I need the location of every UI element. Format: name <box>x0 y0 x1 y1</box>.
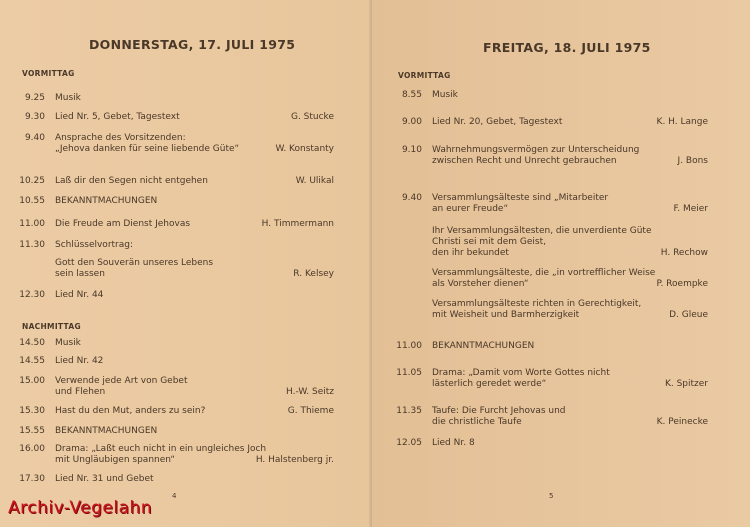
entry-topic: den ihr bekundet <box>432 248 509 258</box>
schedule-entry <box>372 438 750 449</box>
entry-speaker: W. Ulikal <box>295 176 334 186</box>
entry-topic: Musik <box>55 338 81 348</box>
entry-topic: Lied Nr. 31 und Gebet <box>55 474 154 484</box>
schedule-entry <box>0 290 372 301</box>
left-page <box>0 0 372 527</box>
entry-topic: Versammlungsälteste richten in Gerechtigkeit, <box>432 299 642 309</box>
entry-speaker: G. Stucke <box>290 112 334 122</box>
entry-topic: mit Weisheit und Barmherzigkeit <box>432 310 580 320</box>
entry-time: 11.00 <box>19 219 45 229</box>
entry-topic: Versammlungsälteste, die „in vortrefflicher Weise <box>432 268 656 278</box>
entry-topic: Christi sei mit dem Geist, <box>432 237 546 247</box>
entry-speaker: H. Rechow <box>660 248 708 258</box>
entry-topic: Lied Nr. 5, Gebet, Tagestext <box>55 112 180 122</box>
entry-speaker: F. Meier <box>673 204 708 214</box>
right-page <box>372 0 750 527</box>
entry-speaker: D. Gleue <box>669 310 708 320</box>
entry-topic: Versammlungsälteste sind „Mitarbeiter <box>432 193 609 203</box>
entry-topic: Wahrnehmungsvermögen zur Unterscheidung <box>432 145 640 155</box>
entry-topic: Lied Nr. 44 <box>55 290 104 300</box>
entry-topic: sein lassen <box>55 269 105 279</box>
schedule-entry <box>0 133 372 155</box>
entry-time: 9.40 <box>24 133 45 143</box>
schedule-entry <box>0 406 372 417</box>
entry-topic: BEKANNTMACHUNGEN <box>432 341 535 351</box>
schedule-entry <box>0 258 372 280</box>
schedule-entry <box>0 376 372 398</box>
day-title: FREITAG, 18. JULI 1975 <box>483 40 651 55</box>
entry-time: 10.25 <box>19 176 45 186</box>
entry-time: 11.30 <box>19 240 45 250</box>
entry-topic: Lied Nr. 20, Gebet, Tagestext <box>432 117 563 127</box>
entry-topic: mit Ungläubigen spannen“ <box>55 455 175 465</box>
entry-time: 10.55 <box>19 196 45 206</box>
entry-speaker: H.-W. Seitz <box>286 387 334 397</box>
schedule-entry <box>0 196 372 207</box>
entry-topic: Verwende jede Art von Gebet <box>55 376 188 386</box>
entry-speaker: K. H. Lange <box>656 117 708 127</box>
entry-topic: lästerlich geredet werde“ <box>432 379 547 389</box>
entry-speaker: K. Spitzer <box>664 379 708 389</box>
entry-time: 15.00 <box>19 376 45 386</box>
schedule-entry <box>0 474 372 485</box>
entry-speaker: H. Timmermann <box>261 219 334 229</box>
entry-topic: als Vorsteher dienen“ <box>432 279 529 289</box>
entry-topic: Taufe: Die Furcht Jehovas und <box>432 406 566 416</box>
entry-time: 9.40 <box>401 193 422 203</box>
entry-time: 11.05 <box>396 368 422 378</box>
entry-speaker: P. Roempke <box>656 279 708 289</box>
entry-topic: die christliche Taufe <box>432 417 522 427</box>
entry-time: 11.00 <box>396 341 422 351</box>
entry-topic: Schlüsselvortrag: <box>55 240 134 250</box>
schedule-entry <box>372 193 750 215</box>
schedule-entry <box>0 444 372 466</box>
section-nachmittag: NACHMITTAG <box>22 322 81 331</box>
entry-time: 8.55 <box>401 90 422 100</box>
schedule-entry <box>372 299 750 321</box>
schedule-entry <box>372 117 750 128</box>
entry-topic: an eurer Freude“ <box>432 204 509 214</box>
entry-time: 12.30 <box>19 290 45 300</box>
entry-time: 16.00 <box>19 444 45 454</box>
entry-speaker: H. Halstenberg jr. <box>255 455 334 465</box>
entry-topic: Die Freude am Dienst Jehovas <box>55 219 191 229</box>
page-number: 4 <box>172 492 177 500</box>
entry-topic: BEKANNTMACHUNGEN <box>55 426 158 436</box>
schedule-entry <box>372 268 750 290</box>
entry-topic: BEKANNTMACHUNGEN <box>55 196 158 206</box>
schedule-entry <box>372 341 750 352</box>
entry-topic: Musik <box>432 90 458 100</box>
schedule-entry <box>372 90 750 101</box>
entry-speaker: J. Bons <box>677 156 708 166</box>
schedule-entry <box>372 145 750 167</box>
entry-time: 14.55 <box>19 356 45 366</box>
entry-time: 14.50 <box>19 338 45 348</box>
entry-topic: Drama: „Damit vom Worte Gottes nicht <box>432 368 610 378</box>
entry-speaker: R. Kelsey <box>293 269 334 279</box>
schedule-entry <box>0 176 372 187</box>
entry-topic: Drama: „Laßt euch nicht in ein ungleiches Joch <box>55 444 267 454</box>
entry-time: 9.00 <box>401 117 422 127</box>
entry-time: 12.05 <box>396 438 422 448</box>
entry-topic: Laß dir den Segen nicht entgehen <box>55 176 208 186</box>
schedule-entry <box>0 356 372 367</box>
schedule-entry <box>0 426 372 437</box>
entry-topic: Ansprache des Vorsitzenden: <box>55 133 186 143</box>
schedule-entry <box>0 240 372 251</box>
entry-topic: zwischen Recht und Unrecht gebrauchen <box>432 156 617 166</box>
entry-topic: Hast du den Mut, anders zu sein? <box>55 406 206 416</box>
entry-speaker: G. Thieme <box>287 406 334 416</box>
section-vormittag: VORMITTAG <box>22 69 75 78</box>
entry-time: 9.25 <box>24 93 45 103</box>
entry-speaker: K. Peinecke <box>656 417 708 427</box>
schedule-entry <box>0 219 372 230</box>
entry-topic: „Jehova danken für seine liebende Güte“ <box>55 144 240 154</box>
entry-time: 15.55 <box>19 426 45 436</box>
section-vormittag: VORMITTAG <box>398 71 451 80</box>
entry-topic: Lied Nr. 42 <box>55 356 104 366</box>
page-number: 5 <box>549 492 554 500</box>
entry-topic: Ihr Versammlungsältesten, die unverdiente Güte <box>432 226 652 236</box>
schedule-entry <box>372 226 750 259</box>
watermark: Archiv-Vegelahn <box>8 498 153 518</box>
entry-topic: Gott den Souverän unseres Lebens <box>55 258 214 268</box>
entry-time: 9.30 <box>24 112 45 122</box>
entry-topic: Musik <box>55 93 81 103</box>
entry-time: 15.30 <box>19 406 45 416</box>
schedule-entry <box>0 93 372 104</box>
schedule-entry <box>0 338 372 349</box>
entry-time: 17.30 <box>19 474 45 484</box>
entry-time: 9.10 <box>401 145 422 155</box>
entry-topic: Lied Nr. 8 <box>432 438 475 448</box>
schedule-entry <box>0 112 372 123</box>
day-title: DONNERSTAG, 17. JULI 1975 <box>89 37 296 52</box>
schedule-entry <box>372 406 750 428</box>
entry-speaker: W. Konstanty <box>275 144 334 154</box>
entry-topic: und Flehen <box>55 387 106 397</box>
schedule-entry <box>372 368 750 390</box>
entry-time: 11.35 <box>396 406 422 416</box>
